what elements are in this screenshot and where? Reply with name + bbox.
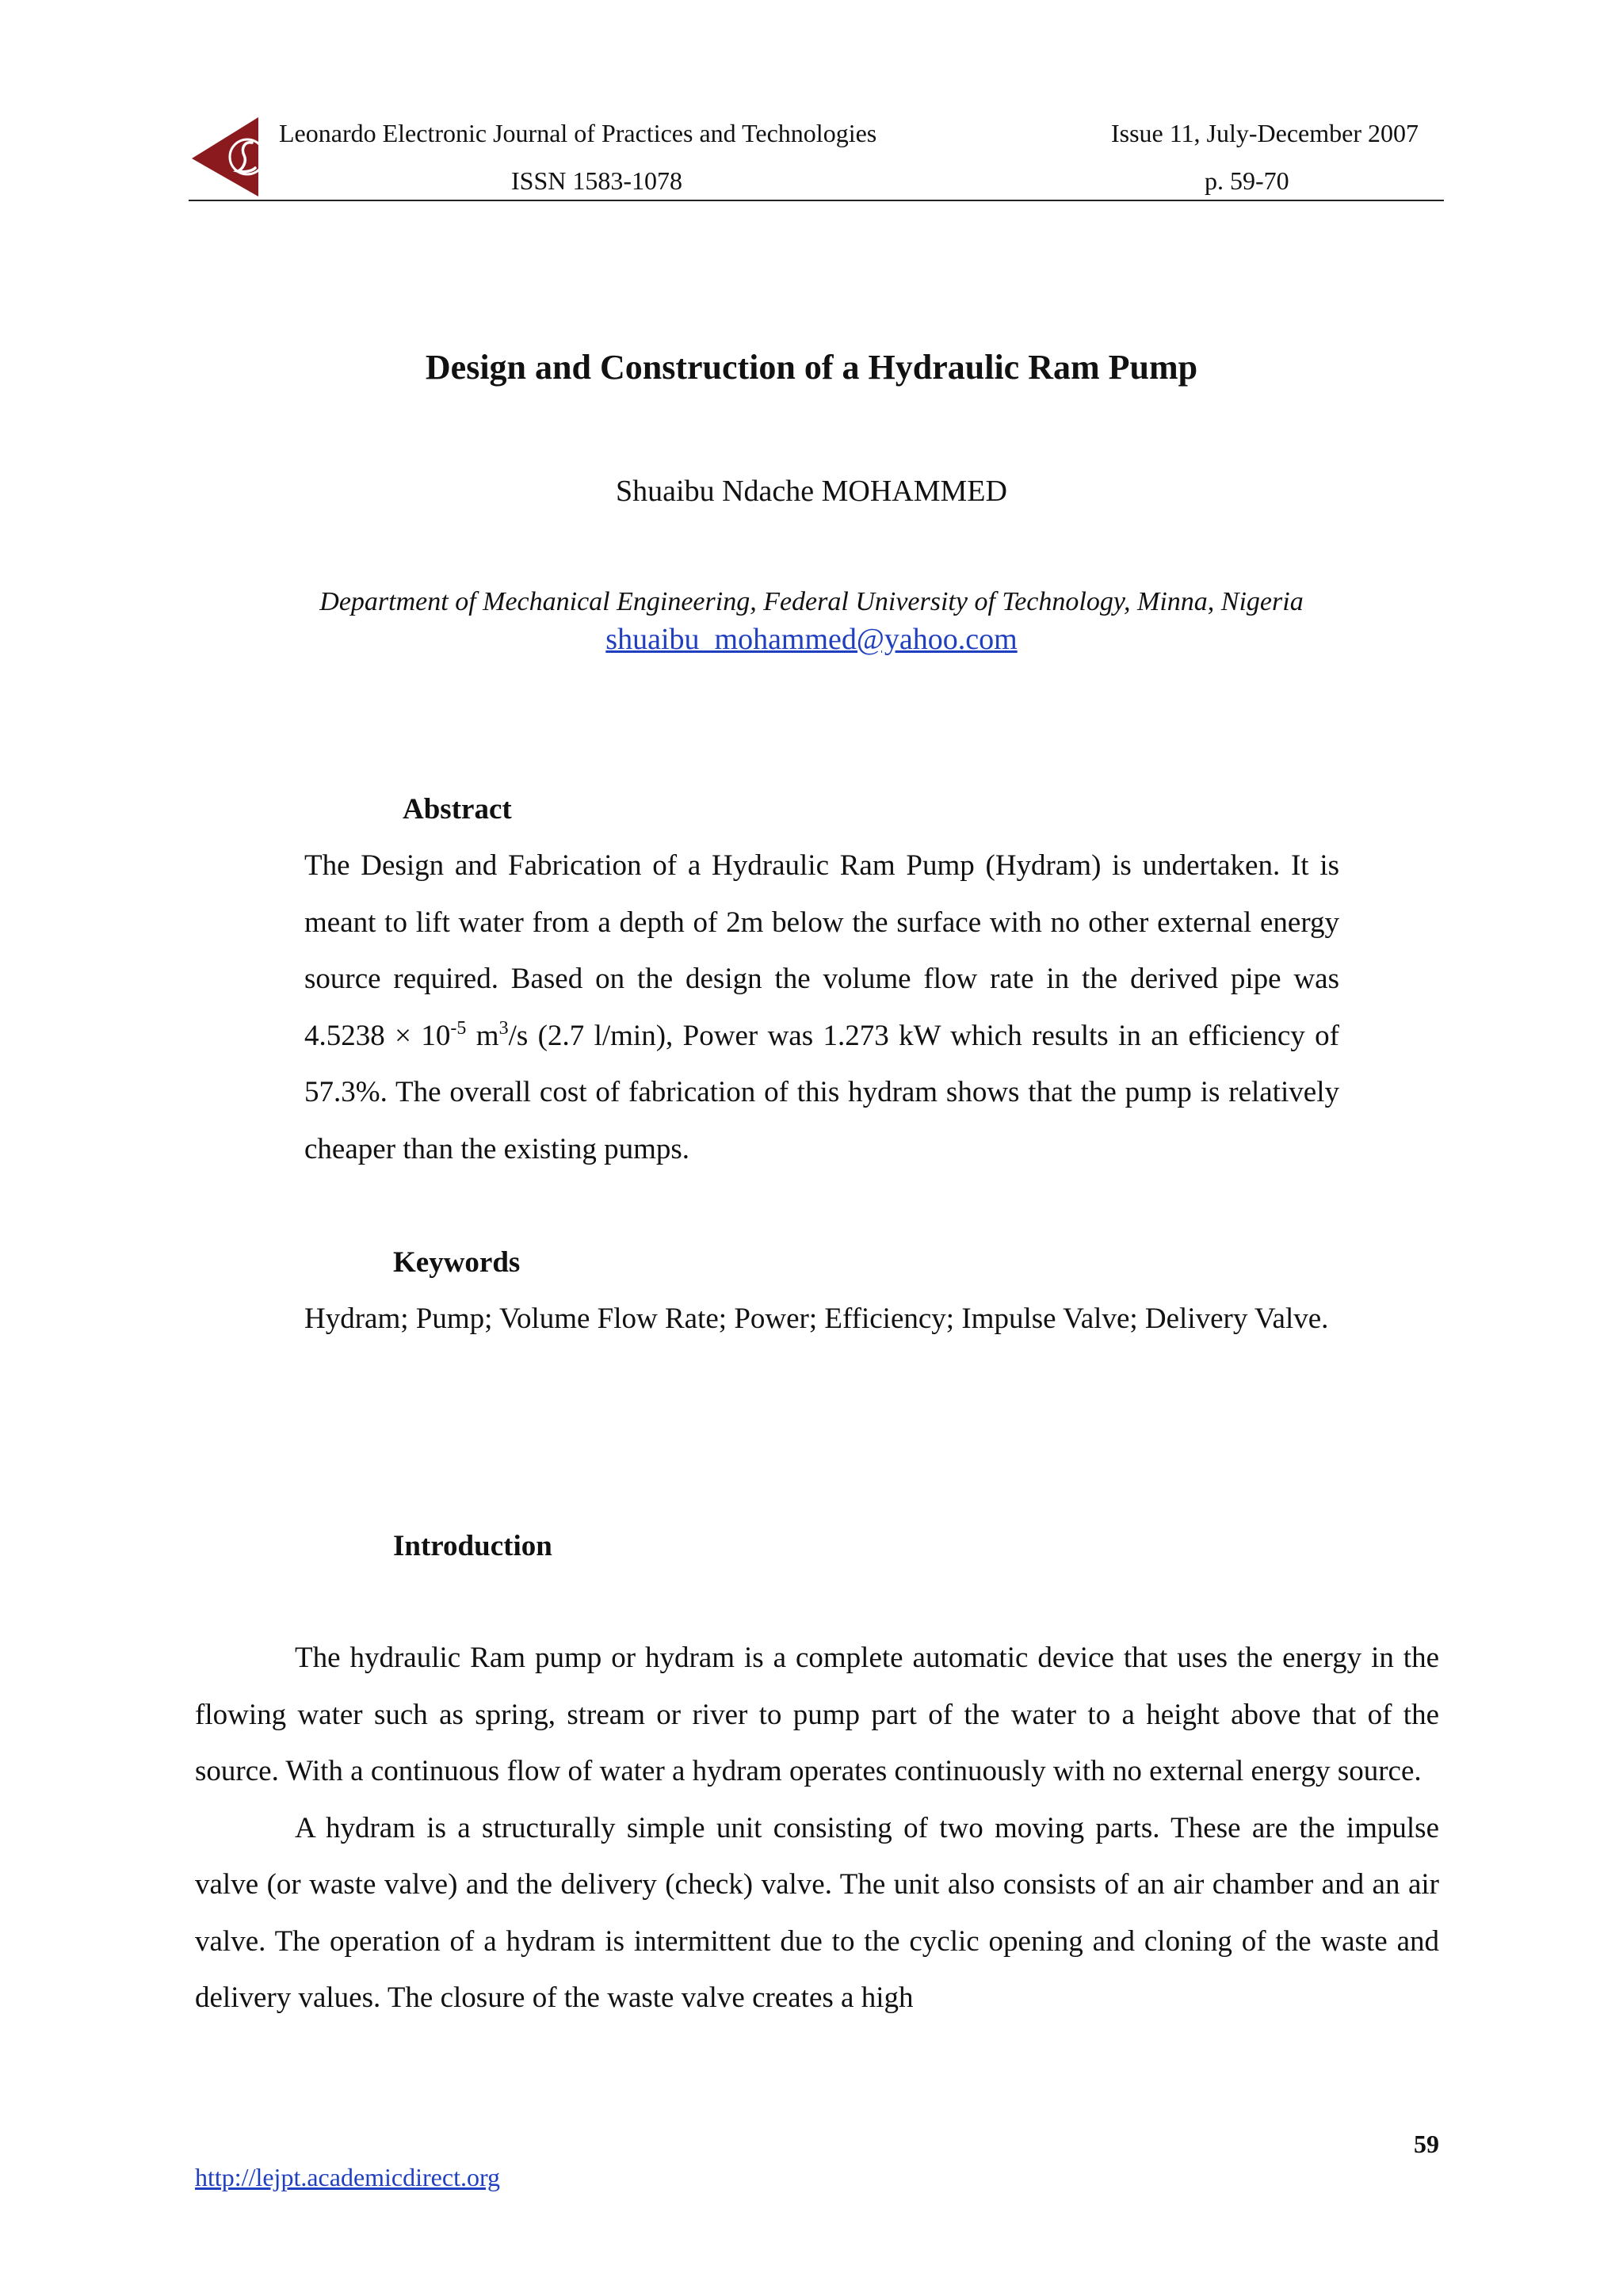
issue-info: Issue 11, July-December 2007 — [1110, 119, 1419, 147]
journal-name: Leonardo Electronic Journal of Practices and Technologies — [279, 119, 877, 147]
header-divider — [189, 200, 1444, 201]
author-email — [0, 620, 1623, 658]
abstract-exponent: 3 — [498, 1017, 509, 1039]
abstract-text-part: /s (2.7 l/min), Power was 1.273 kW which results in an efficiency of 57.3%. The overall cost of fabrication of this hydram shows that the pump is relatively cheaper than the existing pumps. — [304, 1019, 1339, 1165]
journal-logo-icon — [189, 114, 276, 200]
page-number: 59 — [1414, 2130, 1439, 2158]
keywords-heading: Keywords — [393, 1246, 521, 1279]
keywords-list: Hydram; Pump; Volume Flow Rate; Power; Efficiency; Impulse Valve; Delivery Valve. — [304, 1302, 1329, 1335]
abstract-exponent: -5 — [450, 1017, 467, 1039]
paragraph: A hydram is a structurally simple unit consisting of two moving parts. These are the impulse valve (or waste valve) and the delivery (check) valve. The unit also consists of an air chamber and an air valve. The operation of a hydram is intermittent due to the cyclic opening and cloning of the waste and delivery values. The closure of the waste valve creates a high — [195, 1811, 1439, 2014]
introduction-heading: Introduction — [393, 1530, 552, 1562]
footer-url — [195, 2161, 500, 2193]
author-name: Shuaibu Ndache MOHAMMED — [616, 475, 1007, 508]
page-range: p. 59-70 — [1205, 166, 1289, 195]
paragraph: The hydraulic Ram pump or hydram is a complete automatic device that uses the energy in the flowing water such as spring, stream or river to pump part of the water to a height above that of the source. With a continuous flow of water a hydram operates continuously with no external energy source. — [195, 1642, 1439, 1787]
journal-website-link[interactable]: http://lejpt.academicdirect.org — [195, 2163, 501, 2191]
author-affiliation: Department of Mechanical Engineering, Federal University of Technology, Minna, Nigeria — [319, 587, 1304, 616]
issn: ISSN 1583-1078 — [511, 166, 683, 195]
abstract-body — [304, 837, 1339, 1177]
email-link[interactable]: shuaibu_mohammed@yahoo.com — [605, 623, 1018, 656]
abstract-text-part: m — [466, 1019, 499, 1052]
introduction-body — [195, 1630, 1439, 2027]
paper-title: Design and Construction of a Hydraulic Ram Pump — [425, 348, 1198, 387]
abstract-heading: Abstract — [403, 793, 512, 826]
abstract-text-part: The Design and Fabrication of a Hydraulic Ram Pump (Hydram) is undertaken. It is meant to lift water from a depth of 2m below the surface with no other external energy source required. Based on the design the volume flow rate in the derived pipe was 4.5238 × 10 — [304, 849, 1339, 1052]
